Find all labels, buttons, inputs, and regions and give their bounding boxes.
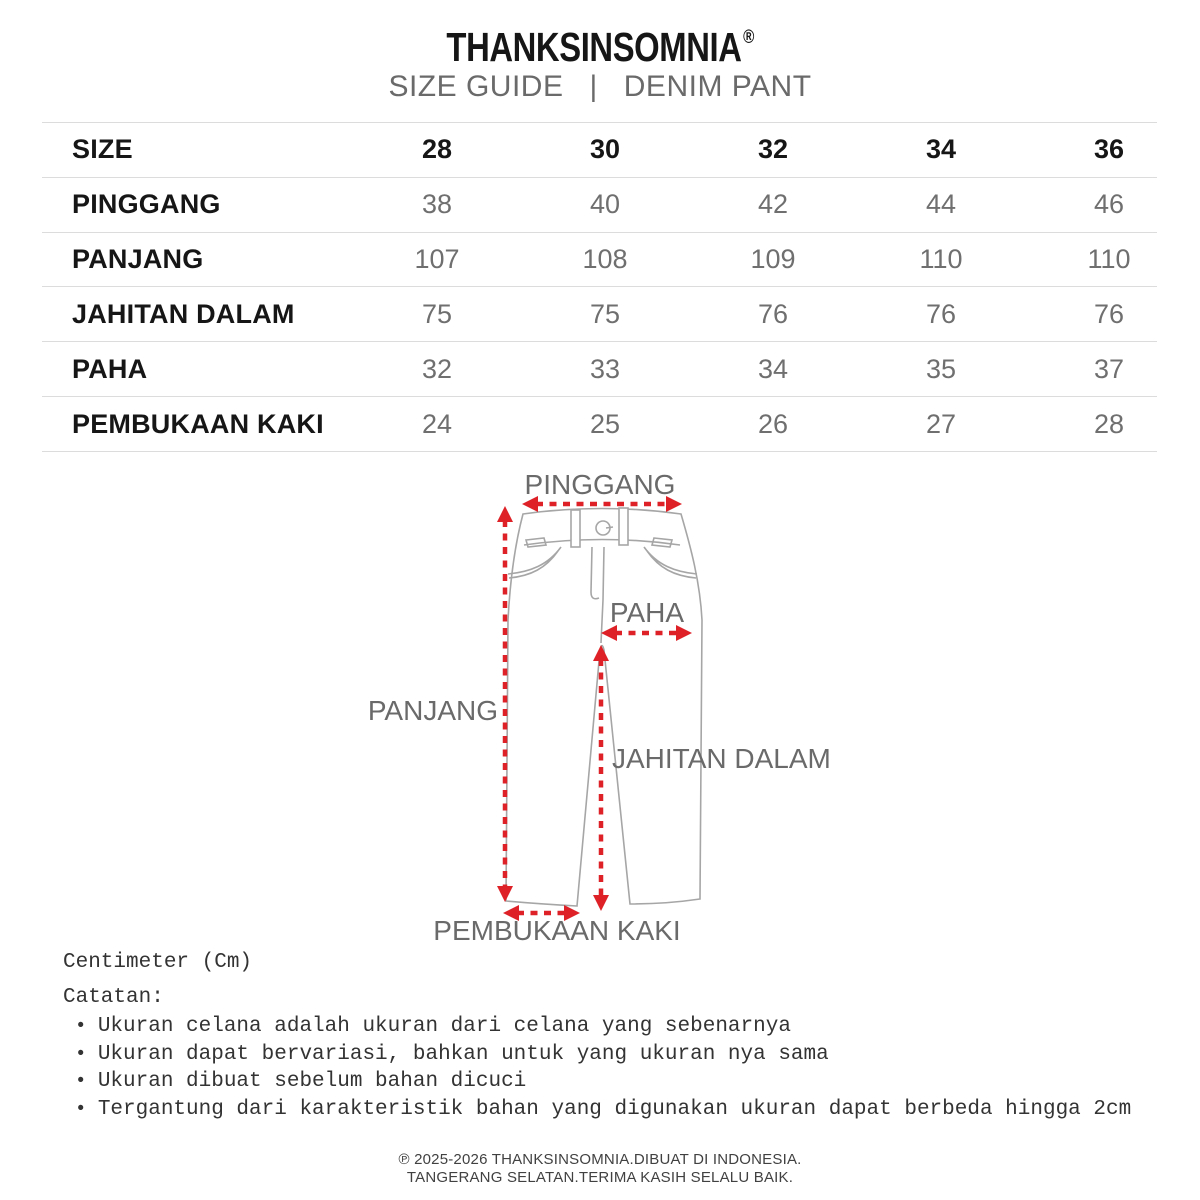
cell-value: 38	[421, 189, 453, 220]
cell-value: 42	[757, 189, 789, 220]
subtitle-denim-pant: DENIM PANT	[623, 70, 812, 103]
notes-heading: Catatan:	[63, 986, 164, 1009]
cell-value: 108	[582, 244, 628, 275]
thigh-label: PAHA	[609, 597, 685, 628]
notes-list	[75, 1013, 1131, 1123]
subtitle	[0, 70, 1200, 104]
cell-value: 35	[925, 353, 957, 384]
footer	[0, 1151, 1200, 1187]
cell-value: 76	[757, 298, 789, 329]
note-item: • Ukuran dibuat sebelum bahan dicuci	[75, 1068, 1131, 1096]
note-item: • Ukuran dapat bervariasi, bahkan untuk yang ukuran nya sama	[75, 1041, 1131, 1069]
length-label: PANJANG	[367, 695, 498, 726]
cell-value: 25	[589, 408, 621, 439]
cell-value: 110	[1087, 244, 1131, 275]
leg-opening-label: PEMBUKAAN KAKI	[433, 915, 681, 946]
cell-value: 46	[1093, 189, 1125, 220]
table-row-pembukaan-kaki	[42, 397, 1157, 452]
row-label-size: SIZE	[72, 134, 133, 165]
cell-value: 76	[925, 298, 957, 329]
row-label: PANJANG	[72, 244, 204, 275]
registered-trademark-icon: ®	[742, 27, 754, 48]
cell-value: 32	[421, 353, 453, 384]
subtitle-size-guide: SIZE GUIDE	[388, 70, 564, 103]
note-item: • Ukuran celana adalah ukuran dari celana yang sebenarnya	[75, 1013, 1131, 1041]
row-label: PAHA	[72, 353, 148, 384]
note-item: • Tergantung dari karakteristik bahan yang digunakan ukuran dapat berbeda hingga 2cm	[75, 1096, 1131, 1124]
pants-drawing	[506, 508, 702, 906]
waist-button-detail	[606, 527, 613, 528]
cell-value: 44	[925, 189, 957, 220]
row-label: PEMBUKAAN KAKI	[72, 408, 324, 439]
table-row-jahitan-dalam	[42, 287, 1157, 342]
table-row-panjang	[42, 233, 1157, 288]
size-col-30: 30	[589, 134, 621, 165]
cell-value: 76	[1093, 298, 1125, 329]
waist-label: PINGGANG	[524, 470, 676, 500]
cell-value: 109	[750, 244, 796, 275]
cell-value: 40	[589, 189, 621, 220]
size-table	[42, 122, 1157, 452]
size-col-28: 28	[421, 134, 453, 165]
size-col-32: 32	[757, 134, 789, 165]
cell-value: 24	[421, 408, 453, 439]
cell-value: 27	[925, 408, 957, 439]
brand-name: THANKSINSOMNIA	[446, 24, 742, 70]
cell-value: 37	[1093, 353, 1125, 384]
cell-value: 75	[421, 298, 453, 329]
table-row-pinggang	[42, 178, 1157, 233]
footer-line-2: TANGERANG SELATAN.TERIMA KASIH SELALU BAIK.	[406, 1169, 794, 1186]
belt-loop-right	[619, 508, 628, 545]
pants-measurement-diagram	[0, 470, 1200, 955]
cell-value: 107	[414, 244, 460, 275]
table-row-paha	[42, 342, 1157, 397]
cell-value: 26	[757, 408, 789, 439]
cell-value: 110	[919, 244, 963, 275]
belt-loop-left	[571, 510, 580, 547]
row-label: JAHITAN DALAM	[72, 298, 295, 329]
inseam-label: JAHITAN DALAM	[612, 743, 831, 774]
footer-line-1: ℗ 2025-2026 THANKSINSOMNIA.DIBUAT DI INDONESIA.	[398, 1151, 802, 1168]
row-label: PINGGANG	[72, 189, 221, 220]
cell-value: 34	[757, 353, 789, 384]
table-header-row	[42, 123, 1157, 178]
brand-title	[446, 24, 753, 71]
subtitle-divider: |	[589, 70, 598, 103]
cell-value: 28	[1093, 408, 1125, 439]
size-col-34: 34	[925, 134, 957, 165]
unit-label: Centimeter (Cm)	[63, 951, 253, 974]
size-col-36: 36	[1093, 134, 1125, 165]
cell-value: 75	[589, 298, 621, 329]
header	[0, 24, 1200, 71]
cell-value: 33	[589, 353, 621, 384]
